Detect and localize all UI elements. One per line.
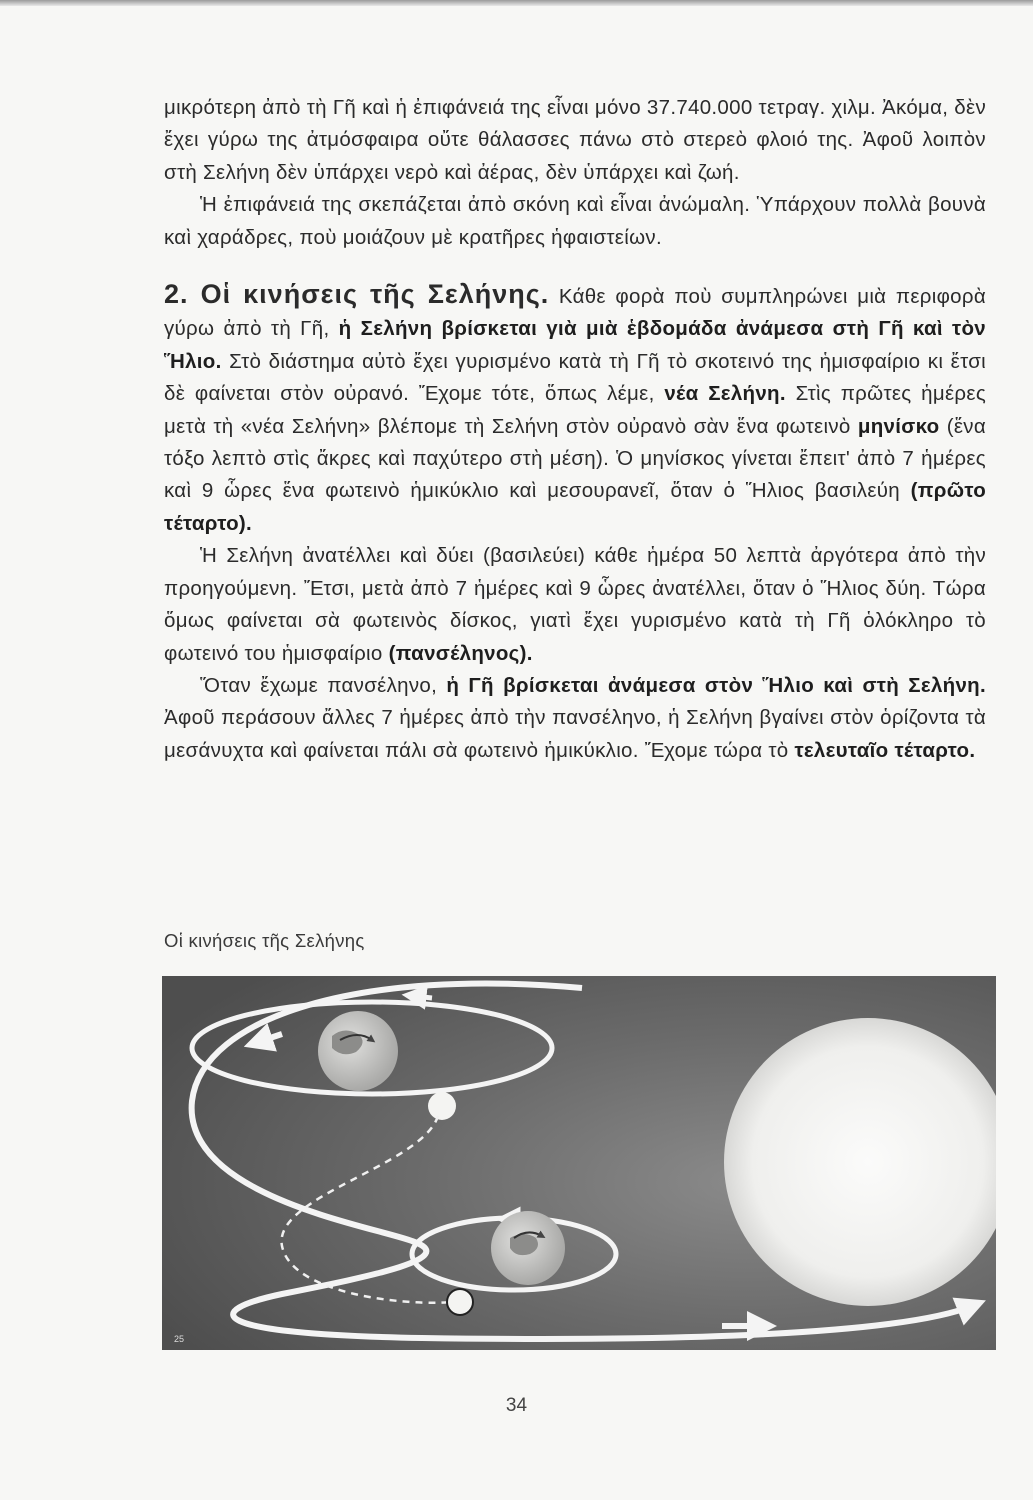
moon-orbit-upper-arrow-icon (414, 996, 432, 998)
moon-motion-illustration (162, 976, 996, 1350)
full-moon-bold: (πανσέληνος). (388, 641, 533, 665)
section-bold-new-moon: νέα Σελήνη. (664, 382, 786, 406)
section-bold-crescent: μηνίσκο (857, 414, 940, 438)
moon-upper (428, 1092, 456, 1120)
moon-lower (447, 1289, 473, 1315)
scan-top-edge (0, 0, 1033, 6)
earth-upper (318, 1011, 398, 1091)
section-bold-first-quarter: (πρῶτο τέταρτο). (164, 479, 987, 535)
paragraph-moon-surface-area: μικρότερη ἀπὸ τὴ Γῆ καὶ ἡ ἐπιφάνειά της εἶναι μόνο 37.740.000 τετραγ. χιλμ. Ἀκόμα, δὲν ἔχει γύρω της ἀτμόσφαιρα οὔτε θάλασσες πάνω στὸ στερεὸ φλοιό της. Ἀφοῦ λοιπὸν στὴ Σελήνη δὲν ὑπάρχει νερὸ καὶ ἀέρας, δὲν ὑπάρχει καὶ ζωή. (164, 96, 986, 184)
paragraph-last-quarter (164, 670, 986, 767)
figure-corner-mark: 25 (174, 1334, 185, 1344)
last-quarter-text-1: Ὅταν ἔχωμε πανσέληνο, (200, 673, 438, 697)
last-quarter-text-2: Ἀφοῦ περάσουν ἄλλες 7 ἡμέρες ἀπὸ τὴν πανσέληνο, ἡ Σελήνη βγαίνει στὸν ὁρίζοντα τὰ μεσάνυχτα καὶ φαίνεται πάλι σὰ φωτεινὸ ἡμικύκλιο. Ἔχομε τώρα τὸ (164, 706, 986, 762)
page-number: 34 (505, 1395, 528, 1416)
figure-caption: Οἱ κινήσεις τῆς Σελήνης (164, 930, 365, 951)
full-moon-text: Ἡ Σελήνη ἀνατέλλει καὶ δύει (βασιλεύει) κάθε ἡμέρα 50 λεπτὰ ἀργότερα ἀπὸ τὴν προηγούμενη. Ἔτσι, μετὰ ἀπὸ 7 ἡμέρες καὶ 9 ὧρες ἀνατέλλει, ὅταν ὁ Ἥλιος δύη. Τώρα ὅμως φαίνεται σὰ φωτεινὸς δίσκος, γιατὶ ἔχει γυρισμένο κατὰ τὴ Γῆ ὁλόκληρο τὸ φωτεινό του ἡμισφαίριο (164, 544, 986, 665)
last-quarter-bold-1: ἡ Γῆ βρίσκεται ἀνάμεσα στὸν Ἥλιο καὶ στὴ Σελήνη. (446, 673, 986, 697)
section-text-3: Στὶς πρῶτες ἡμέρες μετὰ τὴ «νέα Σελήνη» βλέπομε τὴ Σελήνη στὸν οὐρανὸ σὰν ἕνα φωτεινὸ (164, 382, 986, 438)
section-text-4: (ἕνα τόξο λεπτὸ στὶς ἄκρες καὶ παχύτερο στὴ μέση). Ὁ μηνίσκος γίνεται ἔπειτ' ἀπὸ 7 ἡμέρες καὶ 9 ὧρες ἕνα φωτεινὸ ἡμικύκλιο καὶ μεσουρανεῖ, ὅταν ὁ Ἥλιος βασιλεύη (164, 414, 987, 503)
page-body (164, 92, 986, 767)
section-text-2: Στὸ διάστημα αὐτὸ ἔχει γυρισμένο κατὰ τὴ Γῆ τὸ σκοτεινό της ἡμισφαίριο κι ἔτσι δὲ φαίνεται στὸν οὐρανό. Ἔχομε τότε, ὅπως λέμε, (164, 349, 986, 406)
last-quarter-bold-2: τελευταῖο τέταρτο. (794, 738, 976, 762)
section-bold-1: ἡ Σελήνη βρίσκεται γιὰ μιὰ ἑβδομάδα ἀνάμεσα στὴ Γῆ καὶ τὸν Ἥλιο. (164, 317, 986, 373)
paragraph-moon-terrain: Ἡ ἐπιφάνειά της σκεπάζεται ἀπὸ σκόνη καὶ εἶναι ἀνώμαλη. Ὑπάρχουν πολλὰ βουνὰ καὶ χαράδρες, ποὺ μοιάζουν μὲ κρατῆρες ἡφαιστείων. (164, 193, 986, 249)
section-text-1: Κάθε φορὰ ποὺ συμπληρώνει μιὰ περιφορὰ γύρω ἀπὸ τὴ Γῆ, (164, 285, 986, 341)
section-moon-motions (164, 278, 986, 540)
paragraph-full-moon (164, 540, 986, 670)
section-heading: 2. Οἱ κινήσεις τῆς Σελήνης. (164, 279, 550, 310)
